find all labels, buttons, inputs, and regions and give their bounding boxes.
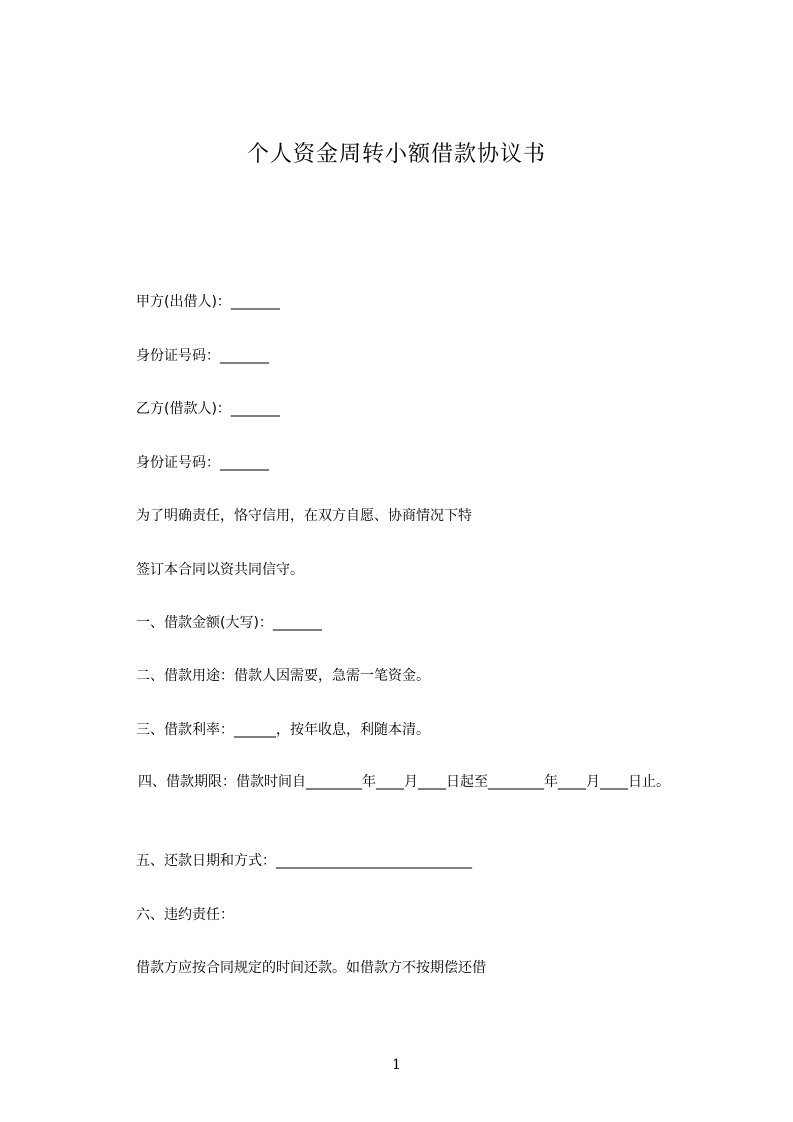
lender-id-line: 身份证号码：_______ [136, 348, 269, 364]
clause-amount: 一、借款金额(大写)：_______ [136, 615, 322, 631]
document-title: 个人资金周转小额借款协议书 [246, 142, 546, 167]
borrower-line: 乙方(借款人)：_______ [136, 401, 280, 417]
clause-repayment: 五、还款日期和方式：____________________________ [136, 853, 472, 869]
clause-interest: 三、借款利率：______，按年收息，利随本清。 [136, 722, 430, 738]
clause-breach-heading: 六、违约责任： [136, 907, 234, 923]
purpose-line-2: 签订本合同以资共同信守。 [136, 562, 304, 578]
page-number: 1 [392, 1057, 401, 1073]
clause-usage: 二、借款用途：借款人因需要，急需一笔资金。 [136, 668, 430, 684]
borrower-id-line: 身份证号码：_______ [136, 455, 269, 471]
clause-breach-text: 借款方应按合同规定的时间还款。如借款方不按期偿还借 [136, 960, 486, 976]
lender-line: 甲方(出借人)：_______ [136, 294, 280, 310]
clause-term: 四、借款期限：借款时间自________年____月____日起至________年____月____日止。 [138, 774, 670, 790]
purpose-line-1: 为了明确责任，恪守信用，在双方自愿、协商情况下特 [136, 508, 472, 524]
